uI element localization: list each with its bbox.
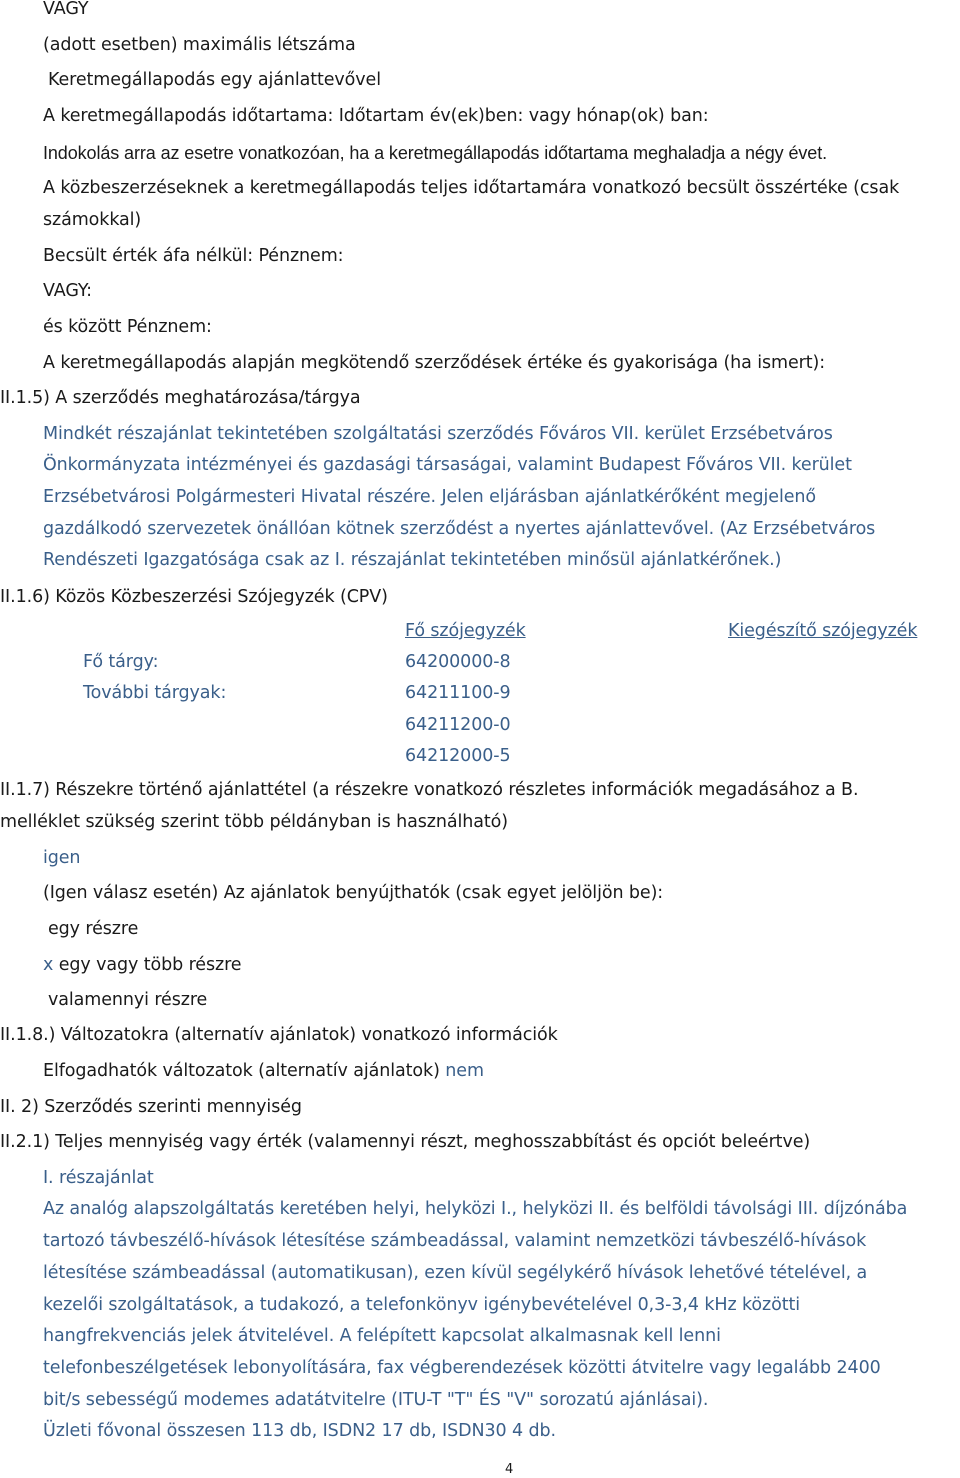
cpv-supplementary-vocabulary-header: Kiegészítő szójegyzék <box>728 621 918 641</box>
variants-label: Elfogadhatók változatok (alternatív ajánlatok) <box>43 1061 440 1081</box>
option-multiple-lots <box>43 953 241 977</box>
section-heading-ii-1-6: II.1.6) Közös Közbeszerzési Szójegyzék (CPV) <box>0 587 388 607</box>
lots-question: (Igen válasz esetén) Az ajánlatok benyújthatók (csak egyet jelöljön be): <box>43 883 664 903</box>
option-one-lot: egy részre <box>48 919 139 939</box>
contracts-value-text: A keretmegállapodás alapján megkötendő szerződések értéke és gyakorisága (ha ismert): <box>43 353 826 373</box>
cpv-additional-code: 64211200-0 <box>405 715 511 735</box>
section-heading-ii-1-8: II.1.8.) Változatokra (alternatív ajánlatok) vonatkozó információk <box>0 1025 558 1045</box>
contract-subject-line: Erzsébetvárosi Polgármesteri Hivatal részére. Jelen eljárásban ajánlatkérőként megjelenő <box>43 487 817 507</box>
option-all-lots: valamennyi részre <box>48 990 208 1010</box>
estimated-value-text-cont: számokkal) <box>43 210 142 230</box>
quantity-line: tartozó távbeszélő-hívások létesítése számbeadással, valamint nemzetközi távbeszélő-hívások <box>43 1231 867 1251</box>
contract-subject-line: gazdálkodó szervezetek önállóan kötnek szerződést a nyertes ajánlattevővel. (Az Erzsébetváros <box>43 519 876 539</box>
cpv-main-object-label: Fő tárgy: <box>83 652 159 672</box>
section-heading-ii-1-7-cont: melléklet szükség szerint több példányban is használható) <box>0 812 508 832</box>
section-heading-ii-1-5: II.1.5) A szerződés meghatározása/tárgya <box>0 388 361 408</box>
cpv-additional-objects-label: További tárgyak: <box>83 683 227 703</box>
value-no-vat-text: Becsült érték áfa nélkül: Pénznem: <box>43 246 344 266</box>
contract-subject-line: Önkormányzata intézményei és gazdasági társaságai, valamint Budapest Főváros VII. kerület <box>43 455 852 475</box>
quantity-line: kezelői szolgáltatások, a tudakozó, a telefonkönyv igénybevételével 0,3-3,4 kHz közötti <box>43 1295 801 1315</box>
quantity-line: telefonbeszélgetések lebonyolítására, fax végberendezések közötti átvitelre vagy legalább 2400 <box>43 1358 881 1378</box>
vagy-colon-text: VAGY: <box>43 281 92 301</box>
variants-accepted <box>43 1059 484 1083</box>
contract-subject-line: Rendészeti Igazgatósága csak az I. részajánlat tekintetében minősül ajánlatkérőnek.) <box>43 550 782 570</box>
option-multiple-lots-label: egy vagy több részre <box>58 955 242 975</box>
quantity-line: hangfrekvenciás jelek átvitelével. A felépített kapcsolat alkalmasnak kell lenni <box>43 1326 721 1346</box>
variants-answer: nem <box>445 1061 484 1081</box>
section-heading-ii-2-1: II.2.1) Teljes mennyiség vagy érték (valamennyi részt, meghosszabbítást és opciót beleértve) <box>0 1132 811 1152</box>
estimated-value-text: A közbeszerzéseknek a keretmegállapodás teljes időtartamára vonatkozó becsült összértéke (csak <box>43 178 900 198</box>
cpv-main-vocabulary-header: Fő szójegyzék <box>405 621 526 641</box>
cpv-main-object-code: 64200000-8 <box>405 652 511 672</box>
selected-mark: x <box>43 955 54 975</box>
vagy-text: VAGY <box>43 0 89 19</box>
max-headcount-text: (adott esetben) maximális létszáma <box>43 35 356 55</box>
page-number: 4 <box>505 1462 514 1477</box>
lots-answer: igen <box>43 848 81 868</box>
cpv-additional-code: 64212000-5 <box>405 746 511 766</box>
quantity-line: bit/s sebességű modemes adatátvitelre (ITU-T "T" ÉS "V" sorozatú ajánlásai). <box>43 1390 709 1410</box>
part-label: I. részajánlat <box>43 1168 154 1188</box>
contract-subject-line: Mindkét részajánlat tekintetében szolgáltatási szerződés Főváros VII. kerület Erzsébetváros <box>43 424 833 444</box>
section-heading-ii-2: II. 2) Szerződés szerinti mennyiség <box>0 1097 302 1117</box>
single-bidder-text: Keretmegállapodás egy ajánlattevővel <box>48 70 381 90</box>
between-text: és között Pénznem: <box>43 317 212 337</box>
cpv-additional-code: 64211100-9 <box>405 683 511 703</box>
section-heading-ii-1-7: II.1.7) Részekre történő ajánlattétel (a részekre vonatkozó részletes információk megadásához a B. <box>0 780 859 800</box>
quantity-line: létesítése számbeadással (automatikusan), ezen kívül segélykérő hívások lehetővé tételével, a <box>43 1263 868 1283</box>
duration-text: A keretmegállapodás időtartama: Időtartam év(ek)ben: vagy hónap(ok) ban: <box>43 106 709 126</box>
quantity-line: Az analóg alapszolgáltatás keretében helyi, helyközi I., helyközi II. és belföldi távolsági III. díjzónába <box>43 1199 908 1219</box>
justification-text: Indokolás arra az esetre vonatkozóan, ha a keretmegállapodás időtartama meghaladja a négy évet. <box>43 143 827 163</box>
quantity-line: Üzleti fővonal összesen 113 db, ISDN2 17 db, ISDN30 4 db. <box>43 1421 556 1441</box>
